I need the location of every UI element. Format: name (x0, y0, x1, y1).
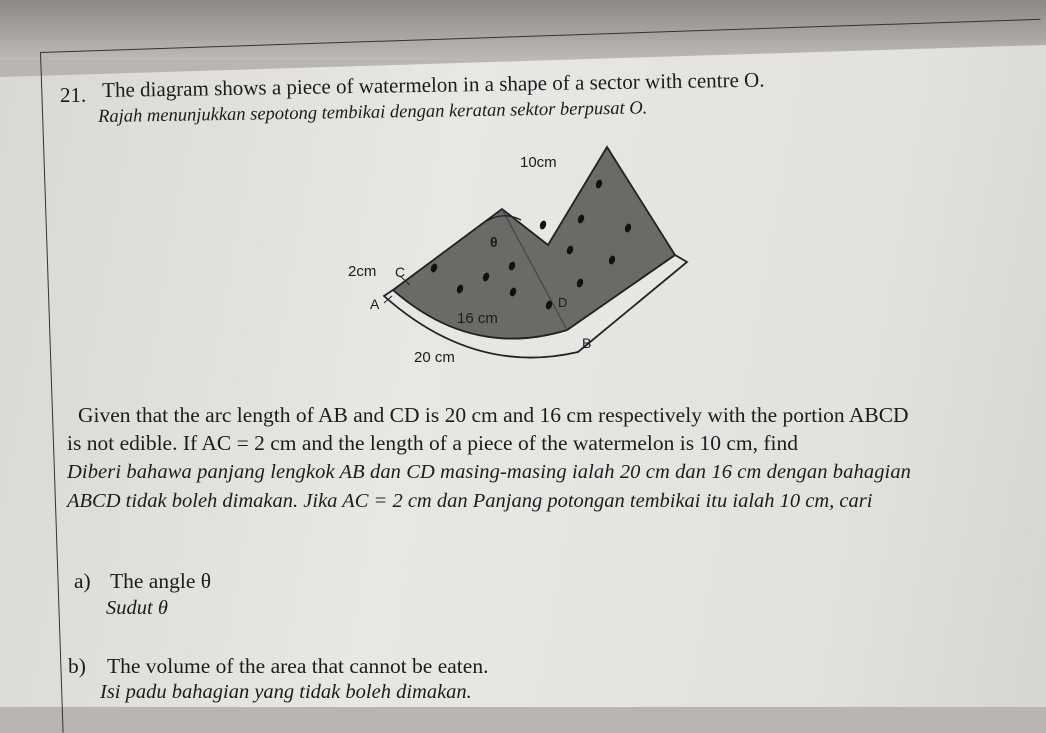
part-a-label: a) (74, 569, 91, 593)
label-c: C (395, 264, 406, 280)
given-en-line2: is not edible. If AC = 2 cm and the length of a piece of the watermelon is 10 cm, find (67, 431, 798, 455)
part-a-ms: Sudut θ (106, 597, 168, 619)
part-a-en: The angle θ (110, 569, 212, 593)
label-a: A (370, 296, 380, 312)
part-b-label: b) (68, 654, 86, 678)
flesh-top-face (393, 147, 675, 339)
part-b-ms: Isi padu bahagian yang tidak boleh dimakan. (100, 681, 472, 703)
given-en-line1: Given that the arc length of AB and CD is 20 cm and 16 cm respectively with the portion ABCD (78, 403, 909, 427)
label-16cm: 16 cm (457, 310, 498, 327)
question-number: 21. (60, 83, 87, 107)
label-2cm: 2cm (348, 263, 377, 280)
given-ms-line1: Diberi bahawa panjang lengkok AB dan CD masing-masing ialah 20 cm dan 16 cm dengan bahagian (67, 461, 912, 483)
question-stem-en: The diagram shows a piece of watermelon in a shape of a sector with centre O. (101, 67, 765, 102)
part-b-en: The volume of the area that cannot be eaten. (107, 654, 489, 678)
question-stem-ms: Rajah menunjukkan sepotong tembikai dengan keratan sektor berpusat O. (97, 98, 648, 127)
label-theta: θ (490, 234, 498, 250)
given-ms-line2: ABCD tidak boleh dimakan. Jika AC = 2 cm dan Panjang potongan tembikai itu ialah 10 cm, cari (67, 490, 873, 512)
seed (539, 220, 548, 231)
label-d: D (558, 295, 568, 310)
label-10cm: 10cm (520, 154, 557, 171)
label-20cm: 20 cm (414, 349, 455, 366)
label-b: B (582, 335, 592, 351)
